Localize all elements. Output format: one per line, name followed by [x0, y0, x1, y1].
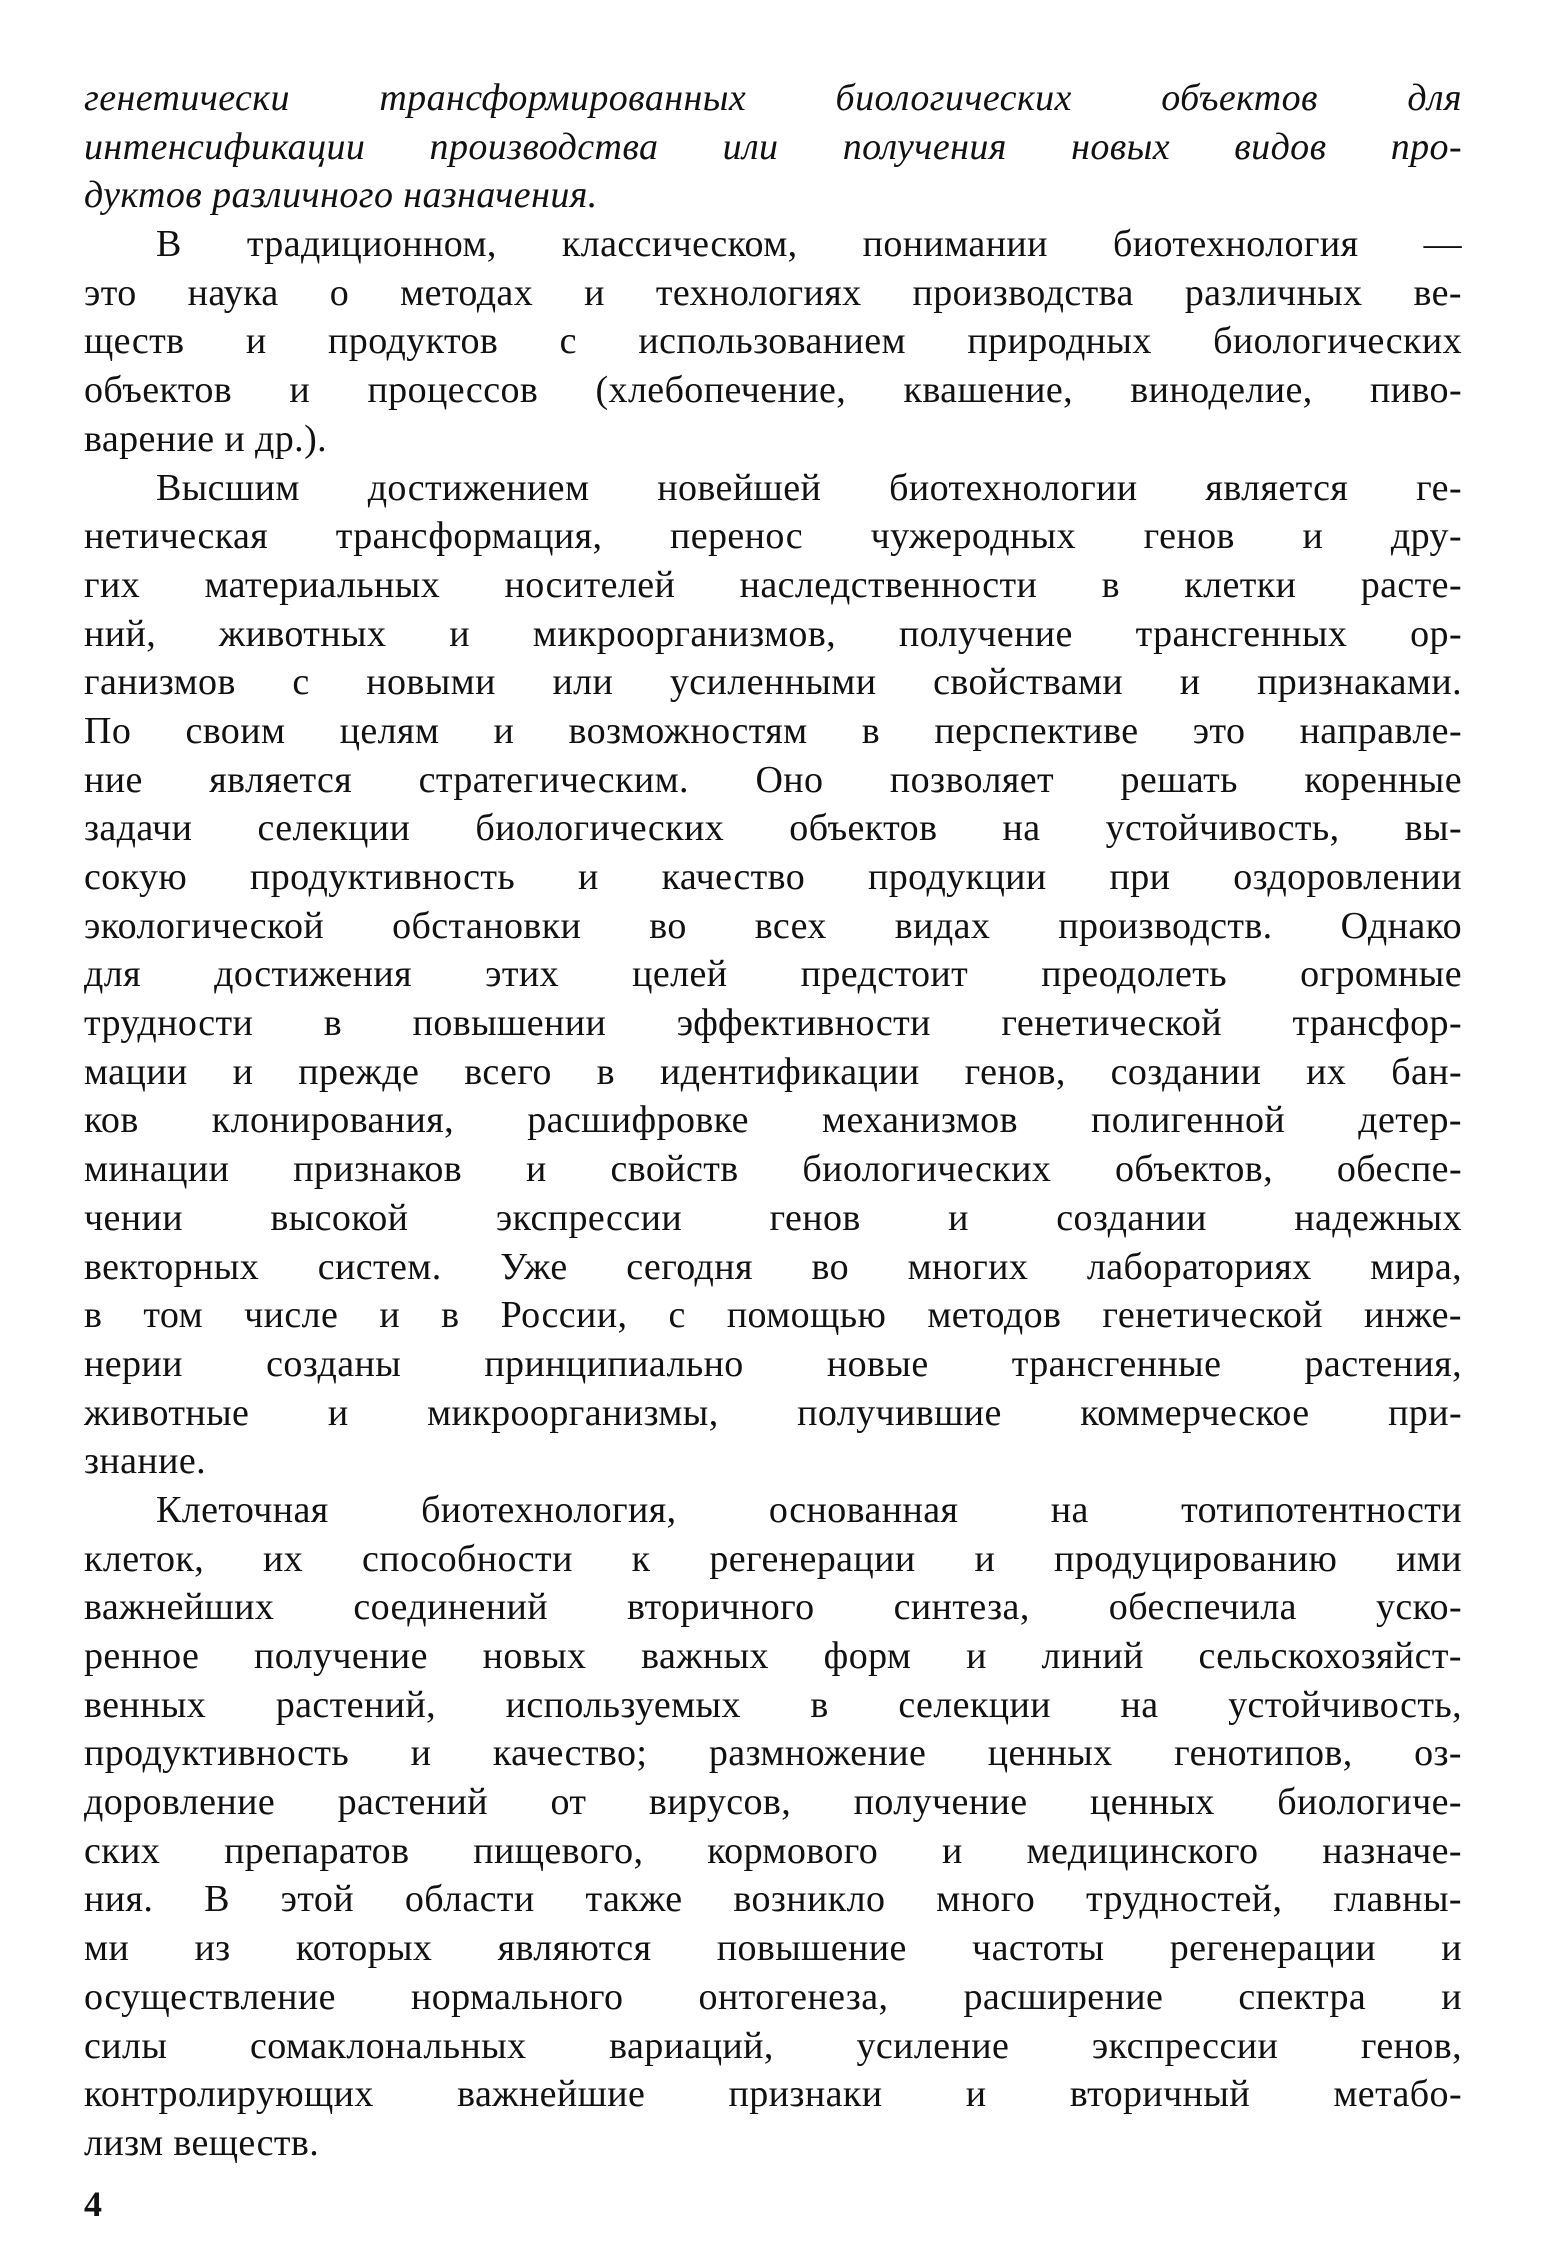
text-line: ние является стратегическим. Оно позволяет решать коренные [84, 758, 1462, 801]
text-line: осуществление нормального онтогенеза, расширение спектра и [84, 1975, 1462, 2018]
text-line: минации признаков и свойств биологических объектов, обеспе- [84, 1148, 1462, 1191]
text-line: знание. [84, 1440, 207, 1483]
paragraph-cell-biotech [84, 1486, 1462, 2168]
text-line: ния. В этой области также возникло много трудностей, главны- [84, 1878, 1462, 1921]
text-line: варение и др.). [84, 417, 328, 460]
text-line: дуктов различного назначения. [84, 174, 598, 217]
text-line: интенсификации производства или получения новых видов про- [84, 125, 1462, 168]
text-line: объектов и процессов (хлебопечение, квашение, виноделие, пиво- [84, 369, 1462, 412]
text-line: в том числе и в России, с помощью методов генетической инже- [84, 1294, 1462, 1337]
text-line: сокую продуктивность и качество продукции при оздоровлении [84, 856, 1462, 898]
text-line: задачи селекции биологических объектов на устойчивость, вы- [84, 807, 1462, 850]
text-line: ществ и продуктов с использованием природных биологических [84, 320, 1462, 363]
text-line: для достижения этих целей предстоит преодолеть огромные [84, 953, 1462, 996]
text-line: доровление растений от вирусов, получение ценных биологиче- [84, 1781, 1462, 1824]
page-number: 4 [84, 2184, 102, 2224]
text-line: ганизмов с новыми или усиленными свойствами и признаками. [84, 661, 1462, 704]
text-line: венных растений, используемых в селекции на устойчивость, [84, 1683, 1462, 1726]
text-line: трудности в повышении эффективности генетической трансфор- [84, 1002, 1462, 1045]
text-line: экологической обстановки во всех видах производств. Однако [84, 904, 1462, 947]
text-line: ренное получение новых важных форм и линий сельскохозяйст- [84, 1635, 1462, 1677]
text-line: ских препаратов пищевого, кормового и медицинского назначе- [84, 1829, 1462, 1872]
text-line: Высшим достижением новейшей биотехнологии является ге- [156, 466, 1462, 509]
text-line: В традиционном, классическом, понимании биотехнология — [156, 223, 1462, 266]
text-line: векторных систем. Уже сегодня во многих лабораториях мира, [84, 1245, 1462, 1288]
text-line: ков клонирования, расшифровке механизмов полигенной детер- [84, 1099, 1462, 1142]
text-line: генетически трансформированных биологических объектов для [84, 77, 1462, 119]
page-body [84, 74, 1462, 2168]
text-line: продуктивность и качество; размножение ценных генотипов, оз- [84, 1732, 1462, 1775]
text-line: это наука о методах и технологиях производства различных ве- [84, 271, 1462, 314]
text-line: мации и прежде всего в идентификации генов, создании их бан- [84, 1050, 1462, 1093]
text-line: силы сомаклональных вариаций, усиление экспрессии генов, [84, 2024, 1462, 2067]
text-line: Клеточная биотехнология, основанная на тотипотентности [156, 1488, 1462, 1531]
paragraph-genetic-transformation [84, 464, 1462, 1486]
text-line: ми из которых являются повышение частоты регенерации и [84, 1927, 1462, 1970]
text-line: По своим целям и возможностям в перспективе это направле- [84, 709, 1462, 752]
text-line: важнейших соединений вторичного синтеза, обеспечила уско- [84, 1586, 1462, 1629]
text-line: гих материальных носителей наследственности в клетки расте- [84, 563, 1462, 606]
text-line: контролирующих важнейшие признаки и вторичный метабо- [84, 2073, 1462, 2116]
text-line: нерии созданы принципиально новые трансгенные растения, [84, 1342, 1462, 1385]
paragraph-traditional-biotech [84, 220, 1462, 463]
text-line: чении высокой экспрессии генов и создании надежных [84, 1196, 1462, 1239]
text-line: клеток, их способности к регенерации и продуцированию ими [84, 1537, 1462, 1580]
text-line: ний, животных и микроорганизмов, получение трансгенных ор- [84, 612, 1462, 655]
text-line: нетическая трансформация, перенос чужеродных генов и дру- [84, 515, 1462, 558]
text-line: лизм веществ. [84, 2121, 320, 2164]
text-line: животные и микроорганизмы, получившие коммерческое при- [84, 1391, 1462, 1434]
paragraph-intro-italic [84, 74, 1462, 220]
